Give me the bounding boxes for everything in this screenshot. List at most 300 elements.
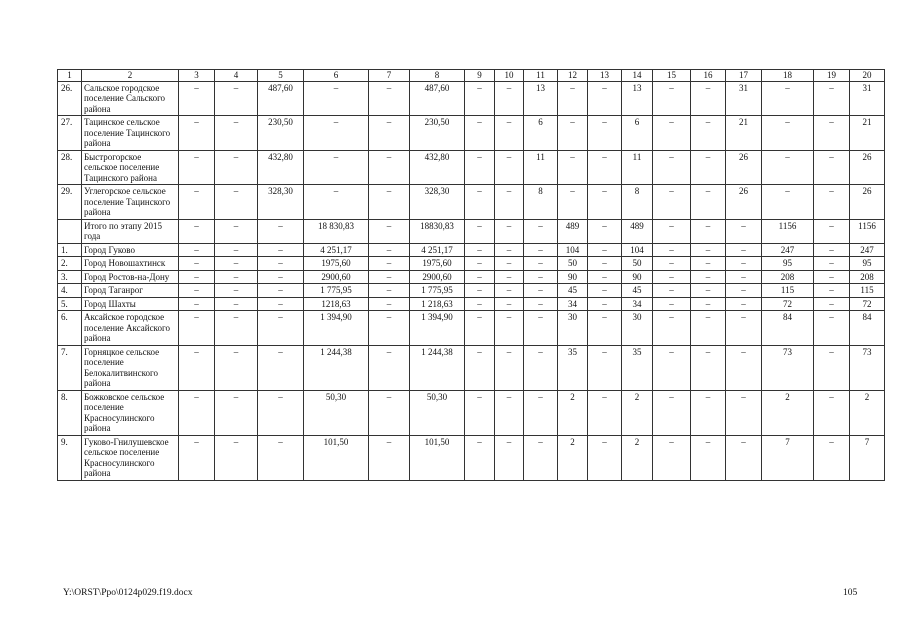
value-cell: 7: [850, 435, 885, 480]
value-cell: –: [465, 297, 495, 311]
value-cell: –: [558, 150, 588, 185]
municipality-name-cell: Божковское сельское поселение Красносулинского района: [82, 390, 179, 435]
value-cell: –: [653, 311, 691, 346]
row-number-cell: 29.: [58, 185, 82, 220]
value-cell: 8: [622, 185, 653, 220]
column-number-cell: 9: [465, 70, 495, 82]
value-cell: –: [258, 257, 304, 271]
value-cell: 2: [558, 390, 588, 435]
value-cell: –: [524, 297, 558, 311]
value-cell: 1156: [850, 219, 885, 243]
value-cell: 208: [850, 270, 885, 284]
value-cell: 95: [762, 257, 814, 271]
table-row: [58, 311, 885, 346]
value-cell: 2900,60: [410, 270, 465, 284]
value-cell: –: [495, 270, 524, 284]
value-cell: –: [258, 219, 304, 243]
value-cell: 18 830,83: [304, 219, 369, 243]
value-cell: 7: [762, 435, 814, 480]
value-cell: –: [524, 243, 558, 257]
value-cell: –: [653, 185, 691, 220]
value-cell: 90: [622, 270, 653, 284]
table-row: [58, 185, 885, 220]
value-cell: 489: [558, 219, 588, 243]
value-cell: 84: [762, 311, 814, 346]
value-cell: –: [465, 150, 495, 185]
column-number-cell: 17: [726, 70, 762, 82]
value-cell: 30: [622, 311, 653, 346]
value-cell: –: [588, 311, 622, 346]
value-cell: –: [465, 270, 495, 284]
column-number-cell: 13: [588, 70, 622, 82]
value-cell: 31: [726, 81, 762, 116]
column-number-cell: 8: [410, 70, 465, 82]
value-cell: 18830,83: [410, 219, 465, 243]
table-row: [58, 81, 885, 116]
value-cell: 101,50: [410, 435, 465, 480]
value-cell: –: [726, 435, 762, 480]
value-cell: 21: [850, 116, 885, 151]
column-number-cell: 18: [762, 70, 814, 82]
value-cell: –: [179, 390, 215, 435]
column-number-cell: 2: [82, 70, 179, 82]
value-cell: –: [691, 150, 726, 185]
value-cell: –: [588, 185, 622, 220]
value-cell: –: [495, 243, 524, 257]
value-cell: –: [814, 81, 850, 116]
value-cell: –: [653, 297, 691, 311]
column-number-cell: 4: [215, 70, 258, 82]
value-cell: –: [653, 243, 691, 257]
value-cell: –: [465, 116, 495, 151]
value-cell: 34: [622, 297, 653, 311]
value-cell: –: [495, 185, 524, 220]
value-cell: –: [588, 390, 622, 435]
value-cell: –: [653, 390, 691, 435]
value-cell: –: [215, 219, 258, 243]
value-cell: 1 244,38: [410, 345, 465, 390]
value-cell: –: [691, 243, 726, 257]
value-cell: 95: [850, 257, 885, 271]
value-cell: 21: [726, 116, 762, 151]
value-cell: –: [762, 150, 814, 185]
value-cell: –: [588, 270, 622, 284]
value-cell: –: [369, 270, 410, 284]
value-cell: –: [215, 284, 258, 298]
value-cell: 4 251,17: [304, 243, 369, 257]
value-cell: –: [495, 345, 524, 390]
value-cell: 2: [622, 435, 653, 480]
value-cell: 34: [558, 297, 588, 311]
municipality-name-cell: Итого по этапу 2015 года: [82, 219, 179, 243]
value-cell: –: [495, 219, 524, 243]
value-cell: –: [304, 150, 369, 185]
value-cell: –: [588, 435, 622, 480]
value-cell: –: [179, 219, 215, 243]
value-cell: 2: [850, 390, 885, 435]
column-number-cell: 20: [850, 70, 885, 82]
value-cell: –: [588, 219, 622, 243]
value-cell: 489: [622, 219, 653, 243]
municipality-name-cell: Углегорское сельское поселение Тацинского района: [82, 185, 179, 220]
value-cell: –: [495, 284, 524, 298]
value-cell: 26: [850, 150, 885, 185]
value-cell: –: [814, 284, 850, 298]
value-cell: –: [215, 390, 258, 435]
value-cell: –: [814, 270, 850, 284]
value-cell: 8: [524, 185, 558, 220]
value-cell: –: [369, 297, 410, 311]
value-cell: –: [588, 257, 622, 271]
value-cell: –: [653, 257, 691, 271]
value-cell: –: [588, 243, 622, 257]
value-cell: –: [691, 270, 726, 284]
value-cell: –: [465, 219, 495, 243]
value-cell: 487,60: [410, 81, 465, 116]
value-cell: –: [691, 284, 726, 298]
value-cell: –: [495, 116, 524, 151]
value-cell: –: [179, 243, 215, 257]
value-cell: –: [258, 243, 304, 257]
table-row: [58, 345, 885, 390]
value-cell: –: [726, 345, 762, 390]
value-cell: –: [726, 257, 762, 271]
value-cell: –: [726, 284, 762, 298]
row-number-cell: 5.: [58, 297, 82, 311]
value-cell: 247: [762, 243, 814, 257]
value-cell: –: [814, 390, 850, 435]
value-cell: 13: [622, 81, 653, 116]
value-cell: 11: [622, 150, 653, 185]
value-cell: 230,50: [258, 116, 304, 151]
column-number-cell: 12: [558, 70, 588, 82]
value-cell: –: [653, 345, 691, 390]
value-cell: 432,80: [258, 150, 304, 185]
value-cell: 50,30: [304, 390, 369, 435]
value-cell: 328,30: [410, 185, 465, 220]
value-cell: –: [369, 81, 410, 116]
value-cell: 35: [558, 345, 588, 390]
value-cell: 247: [850, 243, 885, 257]
value-cell: –: [215, 185, 258, 220]
value-cell: –: [524, 257, 558, 271]
value-cell: –: [304, 81, 369, 116]
municipality-name-cell: Быстрогорское сельское поселение Тацинского района: [82, 150, 179, 185]
municipality-name-cell: Город Ростов-на-Дону: [82, 270, 179, 284]
table-row: [58, 150, 885, 185]
value-cell: 1156: [762, 219, 814, 243]
value-cell: –: [215, 311, 258, 346]
row-number-cell: 6.: [58, 311, 82, 346]
value-cell: 11: [524, 150, 558, 185]
row-number-cell: 9.: [58, 435, 82, 480]
value-cell: –: [369, 345, 410, 390]
value-cell: –: [524, 311, 558, 346]
value-cell: –: [691, 116, 726, 151]
value-cell: –: [762, 185, 814, 220]
value-cell: –: [653, 116, 691, 151]
value-cell: –: [814, 185, 850, 220]
value-cell: 90: [558, 270, 588, 284]
value-cell: 31: [850, 81, 885, 116]
value-cell: –: [495, 257, 524, 271]
value-cell: –: [215, 297, 258, 311]
value-cell: –: [179, 81, 215, 116]
value-cell: –: [369, 219, 410, 243]
value-cell: –: [465, 257, 495, 271]
municipality-name-cell: Город Гуково: [82, 243, 179, 257]
column-number-cell: 15: [653, 70, 691, 82]
value-cell: –: [258, 311, 304, 346]
value-cell: –: [258, 297, 304, 311]
value-cell: –: [653, 284, 691, 298]
column-number-cell: 6: [304, 70, 369, 82]
row-number-cell: 28.: [58, 150, 82, 185]
table-row: [58, 243, 885, 257]
value-cell: –: [726, 297, 762, 311]
value-cell: –: [258, 270, 304, 284]
row-number-cell: 7.: [58, 345, 82, 390]
value-cell: –: [814, 243, 850, 257]
value-cell: 1 218,63: [410, 297, 465, 311]
value-cell: 115: [762, 284, 814, 298]
value-cell: –: [495, 297, 524, 311]
municipality-name-cell: Тацинское сельское поселение Тацинского района: [82, 116, 179, 151]
value-cell: –: [215, 345, 258, 390]
value-cell: –: [215, 270, 258, 284]
row-number-cell: [58, 219, 82, 243]
value-cell: –: [179, 116, 215, 151]
value-cell: –: [465, 435, 495, 480]
value-cell: –: [691, 219, 726, 243]
value-cell: –: [558, 81, 588, 116]
column-number-cell: 10: [495, 70, 524, 82]
value-cell: –: [691, 311, 726, 346]
municipality-name-cell: Сальское городское поселение Сальского района: [82, 81, 179, 116]
value-cell: –: [726, 390, 762, 435]
value-cell: 72: [762, 297, 814, 311]
value-cell: 50: [622, 257, 653, 271]
value-cell: –: [369, 150, 410, 185]
value-cell: –: [814, 297, 850, 311]
value-cell: 1975,60: [410, 257, 465, 271]
value-cell: –: [524, 219, 558, 243]
value-cell: 1 775,95: [304, 284, 369, 298]
value-cell: –: [691, 345, 726, 390]
column-number-cell: 1: [58, 70, 82, 82]
value-cell: –: [653, 435, 691, 480]
table-row: [58, 116, 885, 151]
value-cell: 432,80: [410, 150, 465, 185]
value-cell: 1975,60: [304, 257, 369, 271]
value-cell: 208: [762, 270, 814, 284]
value-cell: –: [691, 81, 726, 116]
row-number-cell: 3.: [58, 270, 82, 284]
value-cell: –: [726, 219, 762, 243]
value-cell: –: [179, 270, 215, 284]
value-cell: 4 251,17: [410, 243, 465, 257]
value-cell: –: [653, 81, 691, 116]
value-cell: –: [495, 390, 524, 435]
value-cell: –: [215, 257, 258, 271]
value-cell: –: [814, 311, 850, 346]
table-row: [58, 270, 885, 284]
column-number-cell: 19: [814, 70, 850, 82]
value-cell: –: [495, 435, 524, 480]
value-cell: –: [179, 435, 215, 480]
value-cell: –: [691, 257, 726, 271]
footer-file-path: Y:\ORST\Ppo\0124p029.f19.docx: [63, 588, 193, 598]
value-cell: –: [215, 243, 258, 257]
value-cell: –: [369, 390, 410, 435]
value-cell: –: [653, 270, 691, 284]
value-cell: –: [814, 345, 850, 390]
value-cell: –: [465, 345, 495, 390]
table-row: [58, 219, 885, 243]
value-cell: –: [558, 185, 588, 220]
value-cell: –: [179, 297, 215, 311]
value-cell: –: [814, 219, 850, 243]
value-cell: –: [495, 150, 524, 185]
value-cell: –: [304, 185, 369, 220]
value-cell: –: [179, 284, 215, 298]
value-cell: –: [588, 345, 622, 390]
value-cell: –: [524, 284, 558, 298]
row-number-cell: 1.: [58, 243, 82, 257]
value-cell: 104: [622, 243, 653, 257]
column-number-cell: 7: [369, 70, 410, 82]
municipality-name-cell: Город Шахты: [82, 297, 179, 311]
value-cell: –: [653, 219, 691, 243]
municipality-name-cell: Горняцкое сельское поселение Белокалитвинского района: [82, 345, 179, 390]
value-cell: 84: [850, 311, 885, 346]
row-number-cell: 26.: [58, 81, 82, 116]
value-cell: –: [814, 435, 850, 480]
row-number-cell: 4.: [58, 284, 82, 298]
table-row: [58, 257, 885, 271]
table-row: [58, 435, 885, 480]
value-cell: 73: [762, 345, 814, 390]
value-cell: –: [304, 116, 369, 151]
value-cell: 2: [622, 390, 653, 435]
value-cell: –: [215, 435, 258, 480]
value-cell: 6: [524, 116, 558, 151]
value-cell: –: [258, 345, 304, 390]
value-cell: –: [558, 116, 588, 151]
value-cell: –: [653, 150, 691, 185]
value-cell: –: [215, 116, 258, 151]
row-number-cell: 27.: [58, 116, 82, 151]
value-cell: –: [762, 81, 814, 116]
value-cell: 2: [558, 435, 588, 480]
municipality-name-cell: Гуково-Гнилушевское сельское поселение Красносулинского района: [82, 435, 179, 480]
value-cell: –: [814, 257, 850, 271]
value-cell: 1 775,95: [410, 284, 465, 298]
table-row: [58, 390, 885, 435]
value-cell: –: [179, 150, 215, 185]
value-cell: 6: [622, 116, 653, 151]
value-cell: –: [369, 284, 410, 298]
value-cell: –: [369, 435, 410, 480]
value-cell: –: [524, 390, 558, 435]
column-number-cell: 14: [622, 70, 653, 82]
value-cell: 50,30: [410, 390, 465, 435]
value-cell: 72: [850, 297, 885, 311]
value-cell: –: [369, 185, 410, 220]
value-cell: –: [465, 243, 495, 257]
value-cell: 328,30: [258, 185, 304, 220]
row-number-cell: 8.: [58, 390, 82, 435]
value-cell: 35: [622, 345, 653, 390]
municipality-name-cell: Город Таганрог: [82, 284, 179, 298]
value-cell: –: [726, 270, 762, 284]
value-cell: –: [179, 311, 215, 346]
value-cell: –: [179, 257, 215, 271]
value-cell: –: [258, 390, 304, 435]
value-cell: 50: [558, 257, 588, 271]
municipality-name-cell: Город Новошахтинск: [82, 257, 179, 271]
value-cell: –: [465, 284, 495, 298]
value-cell: –: [179, 185, 215, 220]
value-cell: 115: [850, 284, 885, 298]
value-cell: –: [258, 284, 304, 298]
value-cell: 230,50: [410, 116, 465, 151]
value-cell: –: [691, 185, 726, 220]
table-row: [58, 297, 885, 311]
value-cell: 13: [524, 81, 558, 116]
value-cell: –: [369, 257, 410, 271]
value-cell: –: [726, 243, 762, 257]
value-cell: 26: [850, 185, 885, 220]
value-cell: –: [588, 150, 622, 185]
value-cell: 487,60: [258, 81, 304, 116]
table-row: [58, 284, 885, 298]
column-number-cell: 16: [691, 70, 726, 82]
value-cell: –: [215, 81, 258, 116]
value-cell: –: [465, 390, 495, 435]
column-number-cell: 5: [258, 70, 304, 82]
value-cell: –: [465, 311, 495, 346]
value-cell: –: [588, 116, 622, 151]
value-cell: –: [814, 150, 850, 185]
footer-page-number: 105: [843, 588, 858, 598]
value-cell: 45: [558, 284, 588, 298]
value-cell: –: [814, 116, 850, 151]
value-cell: 104: [558, 243, 588, 257]
value-cell: –: [588, 284, 622, 298]
value-cell: 26: [726, 185, 762, 220]
value-cell: –: [588, 297, 622, 311]
value-cell: –: [495, 81, 524, 116]
data-table: [57, 69, 885, 481]
value-cell: –: [369, 116, 410, 151]
value-cell: –: [495, 311, 524, 346]
value-cell: –: [691, 297, 726, 311]
value-cell: 2900,60: [304, 270, 369, 284]
value-cell: –: [179, 345, 215, 390]
value-cell: –: [369, 311, 410, 346]
value-cell: 30: [558, 311, 588, 346]
value-cell: –: [524, 270, 558, 284]
value-cell: –: [691, 390, 726, 435]
value-cell: –: [258, 435, 304, 480]
value-cell: –: [524, 435, 558, 480]
value-cell: 1218,63: [304, 297, 369, 311]
value-cell: 45: [622, 284, 653, 298]
row-number-cell: 2.: [58, 257, 82, 271]
value-cell: –: [465, 81, 495, 116]
value-cell: 26: [726, 150, 762, 185]
